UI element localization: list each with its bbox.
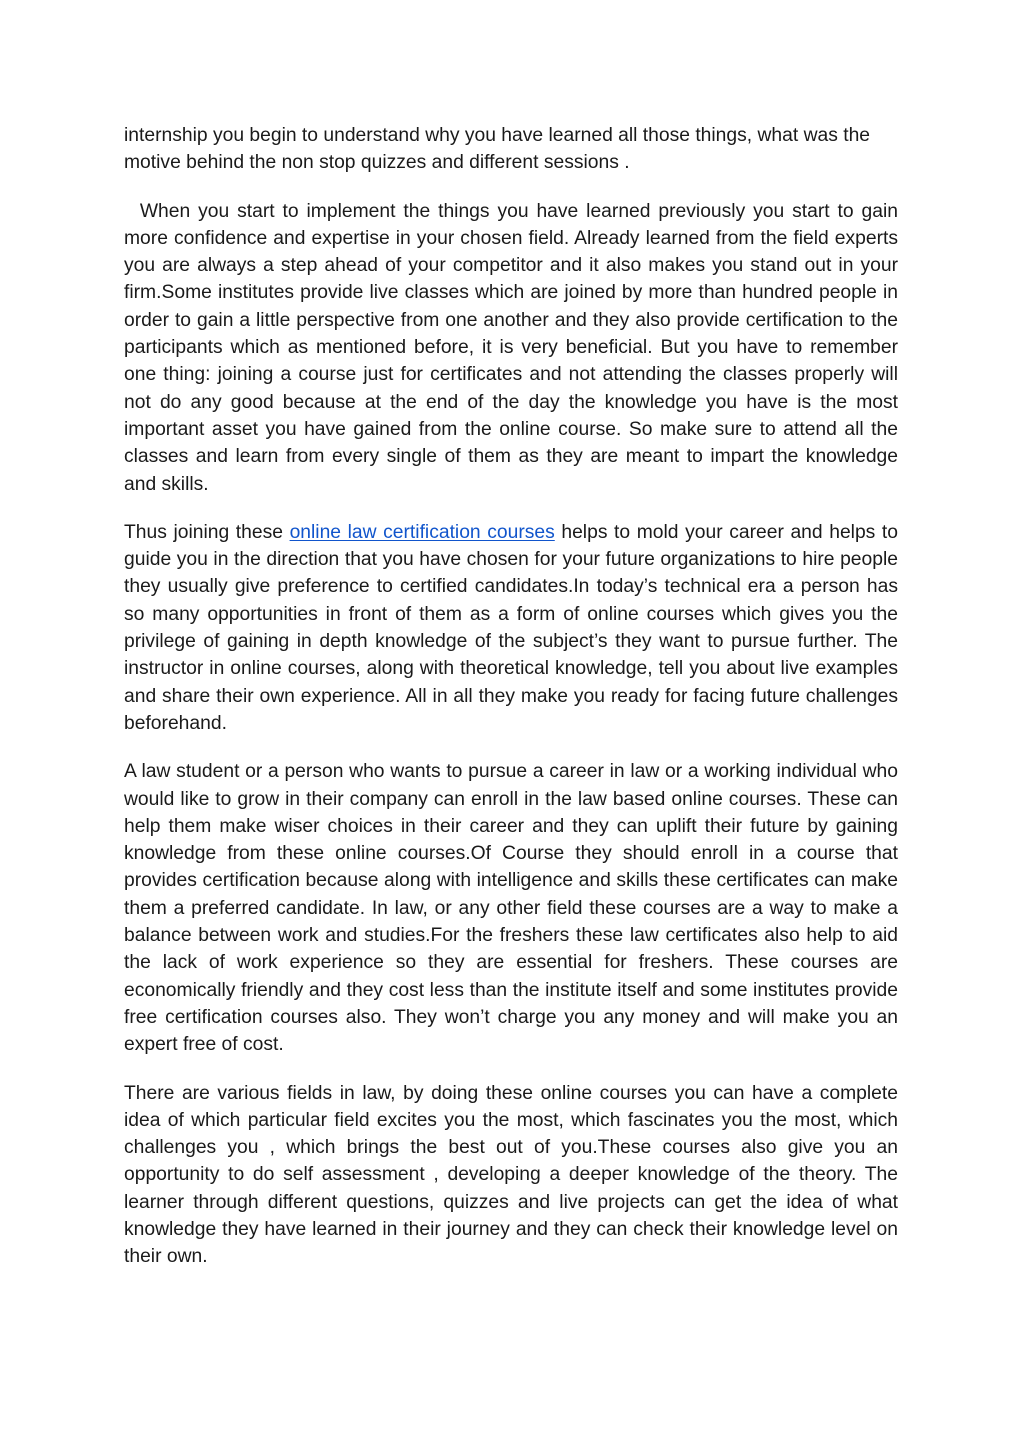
paragraph-3 (124, 519, 898, 737)
document-body (124, 122, 898, 1292)
paragraph-3-text-before-link: Thus joining these (124, 521, 290, 543)
paragraph-2 (124, 198, 898, 498)
paragraph-1 (124, 122, 898, 177)
paragraph-2-indent (124, 201, 140, 222)
paragraph-1-text: internship you begin to understand why you have learned all those things, what was the motive behind the non stop quizzes and different sessions . (124, 125, 871, 174)
paragraph-4-text: A law student or a person who wants to pursue a career in law or a working individual who would like to grow in their company can enroll in the law based online courses. These can help them make wiser choices in their career and they can uplift their future by gaining knowledge from these online courses.Of Course they should enroll in a course that provides certification because along with intelligence and skills these certificates can make them a preferred candidate. In law, or any other field these courses are a way to make a balance between work and studies.For the freshers these law certificates also help to aid the lack of work experience so they are essential for freshers. These courses are economically friendly and they cost less than the institute itself and some institutes provide free certification courses also. They won’t charge you any money and will make you an expert free of cost. (124, 761, 898, 1056)
paragraph-5-text: There are various fields in law, by doing these online courses you can have a complete idea of which particular field excites you the most, which fascinates you the most, which challenges you , which brings the best out of you.These courses also give you an opportunity to do self assessment , developing a deeper knowledge of the theory. The learner through different questions, quizzes and live projects can get the idea of what knowledge they have learned in their journey and they can check their knowledge level on their own. (124, 1082, 898, 1268)
paragraph-5 (124, 1080, 898, 1271)
course-link[interactable]: online law certification courses (289, 521, 555, 543)
paragraph-4 (124, 758, 898, 1058)
paragraph-2-text: When you start to implement the things you have learned previously you start to gain more confidence and expertise in your chosen field. Already learned from the field experts you are always a step ahead of your competitor and it also makes you stand out in your firm.Some institutes provide live classes which are joined by more than hundred people in order to gain a little perspective from one another and they also provide certification to the participants which as mentioned before, it is very beneficial. But you have to remember one thing: joining a course just for certificates and not attending the classes properly will not do any good because at the end of the day the knowledge you have is the most important asset you have gained from the online course. So make sure to attend all the classes and learn from every single of them as they are meant to impart the knowledge and skills. (124, 200, 898, 495)
paragraph-3-text-after-link: helps to mold your career and helps to guide you in the direction that you have chosen for your future organizations to hire people they usually give preference to certified candidates.In today’s technical era a person has so many opportunities in front of them as a form of online courses which gives you the privilege of gaining in depth knowledge of the subject’s they want to pursue further. The instructor in online courses, along with theoretical knowledge, tell you about live examples and share their own experience. All in all they make you ready for facing future challenges beforehand. (124, 521, 898, 734)
